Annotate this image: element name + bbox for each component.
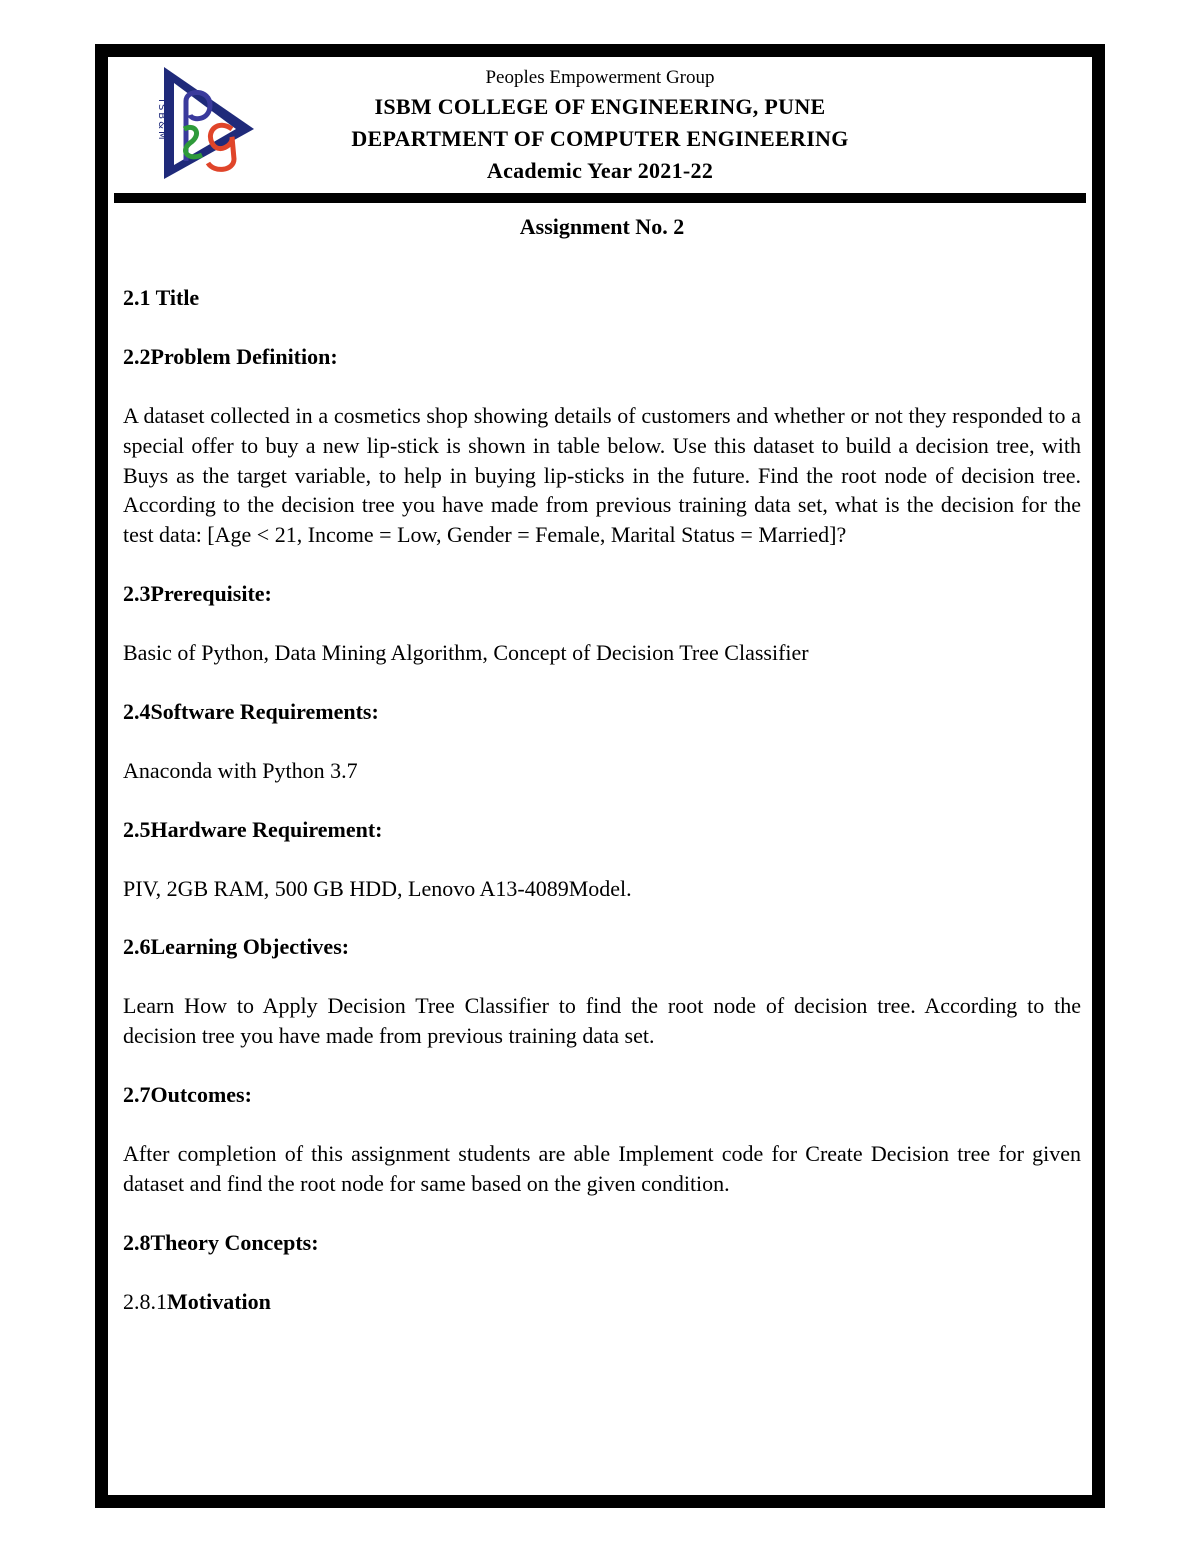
college-name: ISBM COLLEGE OF ENGINEERING, PUNE bbox=[374, 94, 826, 119]
section-objectives-heading: 2.6Learning Objectives: bbox=[123, 934, 350, 960]
department-name: DEPARTMENT OF COMPUTER ENGINEERING bbox=[351, 126, 849, 151]
logo-side-text: ISB&M bbox=[156, 99, 167, 142]
section-title-heading: 2.1 Title bbox=[123, 285, 200, 310]
document-header bbox=[108, 57, 1092, 192]
section-theory-heading: 2.8Theory Concepts: bbox=[123, 1229, 319, 1255]
section-outcomes-body: After completion of this assignment students are able Implement code for Create Decision tree for given dataset and find the root node for same based on the given condition. bbox=[123, 1140, 1081, 1196]
org-name: Peoples Empowerment Group bbox=[485, 67, 715, 88]
section-hardware-body: PIV, 2GB RAM, 500 GB HDD, Lenovo A13-4089Model. bbox=[123, 875, 632, 901]
motivation-label: Motivation bbox=[167, 1288, 271, 1314]
academic-year: Academic Year 2021-22 bbox=[486, 158, 714, 183]
section-motivation-heading bbox=[123, 1287, 1081, 1317]
section-software-body: Anaconda with Python 3.7 bbox=[123, 757, 358, 783]
section-outcomes-heading: 2.7Outcomes: bbox=[123, 1081, 252, 1107]
section-hardware-heading: 2.5Hardware Requirement: bbox=[123, 816, 383, 842]
assignment-title: Assignment No. 2 bbox=[519, 214, 685, 239]
section-prerequisite-heading: 2.3Prerequisite: bbox=[123, 580, 272, 606]
document-body bbox=[123, 210, 1081, 1346]
section-problem-heading: 2.2Problem Definition: bbox=[123, 344, 338, 369]
section-problem-body: A dataset collected in a cosmetics shop showing details of customers and whether or not they responded to a special offer to buy a new lip-stick is shown in table below. Use this dataset to build a decision tree, with Buys as the target variable, to help in buying lip-sticks in the future. Find the root node of decision tree. According to the decision tree you have made from previous training data set, what is the decision for the test data: [Age < 21, Income = Low, Gender = Female, Marital Status = Married]? bbox=[123, 403, 1081, 548]
section-software-heading: 2.4Software Requirements: bbox=[123, 698, 379, 724]
motivation-number: 2.8.1 bbox=[123, 1288, 167, 1314]
section-prerequisite-body: Basic of Python, Data Mining Algorithm, Concept of Decision Tree Classifier bbox=[123, 639, 809, 665]
header-divider bbox=[114, 193, 1086, 203]
header-text-block bbox=[108, 65, 1092, 187]
section-objectives-body: Learn How to Apply Decision Tree Classifier to find the root node of decision tree. According to the decision tree you have made from previous training data set. bbox=[123, 993, 1081, 1049]
